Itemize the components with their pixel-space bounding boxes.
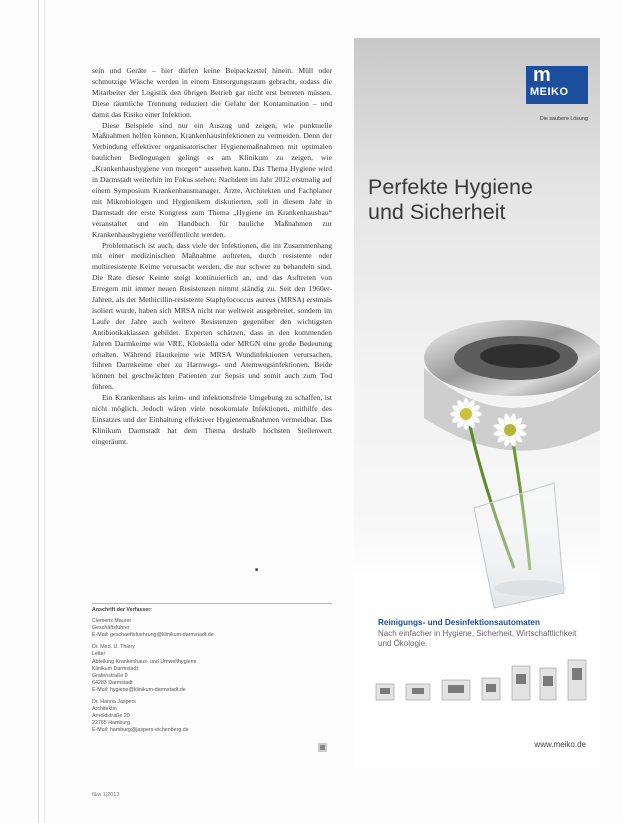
headline-line: und Sicherheit [368, 200, 506, 224]
article-paragraph: Ein Krankenhaus als keim- und infektionsfreie Umgebung zu schaffen, ist nicht möglich. Jedoch wären viele nosokomiale Infektionen, mithilfe des Einsatzes und der Einhaltung effektiver Hygienemaßnahmen vermeidbar. Das Klinikum Darmstadt hat dem Thema deshalb höchsten Stellenwert eingeräumt. [92, 393, 332, 446]
author-line: Geschäftsführer [92, 625, 130, 632]
end-mark: ■ [255, 568, 259, 573]
author-line: Architektin [92, 706, 117, 713]
headline-line: Perfekte Hygiene [368, 175, 533, 199]
author-line: Dr. Med. U. Thiery [92, 644, 135, 651]
author-email[interactable]: E-Mail: hamburg@jaspers-eichenberg.de [92, 727, 189, 734]
author-line: Clemens Maurer [92, 618, 132, 625]
page-folio: f&w 1|2013 [92, 792, 120, 798]
logo-wordmark: MEIKO [530, 86, 569, 98]
ad-tagline: Die saubere Lösung [539, 116, 588, 122]
meiko-logo [526, 66, 588, 112]
logo-glyph: m [533, 64, 551, 86]
article-paragraph: Diese Beispiele sind nur ein Auszug und zeigen, wie punktuelle Maßnahmen helfen können, Krankenhausinfektionen zu vermeiden. Denn der Verbindung effektiver organisatorischer Hygienemaßnahmen mit optimalen baulichen Bedingungen gelingt es am Klinikum zu zeigen, wie „Krankenhaushygiene von morgen“ aussehen kann. Das Thema Hygiene wird in Darmstadt weiterhin im Fokus stehen: Nachdem im Jahr 2012 erstmalig auf einem Symposium Krankenhausmanager, Ärzte, Architekten und Fachplaner mit Mikrobiologen und Hygienikern diskutierten, soll in diesem Jahr in Darmstadt der erste Kongress zum Thema „Hygiene im Krankenhausbau“ veranstaltet und ein Handbuch für bauliche Maßnahmen zur Krankenhaushygiene veröffentlicht werden. [92, 120, 332, 239]
author-line: 64283 Darmstadt [92, 679, 133, 686]
binding-shadow [38, 0, 39, 823]
author-line: 22765 Hamburg [92, 720, 130, 727]
addresses-heading: Anschrift der Verfasser: [92, 607, 153, 613]
qr-code-icon [318, 743, 327, 752]
article-paragraph: Problematisch ist auch, dass viele der Infektionen, die im Zusammenhang mit einer medizinischen Maßnahme auftreten, durch resistente oder multiresistente Keime verursacht werden, die nur schwer zu behandeln sind. Die Rate dieser Keime steigt kontinuierlich an, und das Auftreten von Erregern mit immer neuen Resistenzen nimmt ständig zu. Seit den 1960er-Jahren, als der Methicillin-resistente Staphylococcus aureus (MRSA) erstmals isoliert wurde, haben sich MRSA nicht nur weltweit ausgebreitet, sondern im Laufe der Jahre auch weitere Resistenzen gegenüber den wichtigsten Antibiotikaklassen gebildet. Experten schätzen, dass in den kommenden Jahren Darmkeime wie VRE, Klebsiella oder MRGN eine große Bedeutung erhalten. Während Hautkeime wie MRSA Wundinfektionen verursachen, führen Darmkeime eher zu Harnwegs- und Atemwegsinfektionen. Beide können bei geschwächten Patienten zur Sepsis und somit auch zum Tod führen. [92, 240, 332, 392]
ad-url-link[interactable]: www.meiko.de [534, 740, 586, 749]
product-photo [354, 308, 600, 638]
author-email[interactable]: E-Mail: hygiene@klinikum-darmstadt.de [92, 686, 186, 693]
divider [92, 603, 332, 604]
author-line: Klinikum Darmstadt [92, 665, 138, 672]
author-line: Arnoldstraße 20 [92, 713, 130, 720]
meiko-advertisement [354, 38, 600, 770]
author-block [92, 618, 332, 639]
author-addresses [92, 603, 332, 740]
ad-product-text: Nach einfacher in Hygiene, Sicherheit, Wirtschaftlichkeit und Ökologie. [378, 629, 577, 648]
binding-shadow-inner [44, 0, 45, 823]
author-block [92, 644, 332, 694]
product-lineup [372, 658, 592, 708]
ad-headline [368, 175, 533, 225]
article-paragraph: sein und Geräte – hier dürfen keine Beipackzettel hinein. Müll oder schmutzige Wäsche werden in einem Entsorgungsraum gebracht, sodass die Mitarbeiter der Logistik den übrigen Betrieb gar nicht erst betreten müssen. Diese räumliche Trennung reduziert die Gefahr der Kontamination – und damit das Risiko einer Infektion. [92, 66, 332, 119]
author-line: Abteilung Krankenhaus- und Umwelthygiene [92, 658, 197, 665]
logo-badge [526, 66, 588, 104]
author-line: Leiter [92, 651, 106, 658]
author-line: Dr. Hanna Jaspers [92, 699, 136, 706]
ad-product-title: Reinigungs- und Desinfektionsautomaten [378, 618, 540, 627]
author-block [92, 699, 332, 734]
article-column [92, 66, 332, 448]
author-line: Grafenstraße 9 [92, 672, 128, 679]
author-email[interactable]: E-Mail: geschaeftsfuehrung@klinikum-darmstadt.de [92, 632, 214, 639]
